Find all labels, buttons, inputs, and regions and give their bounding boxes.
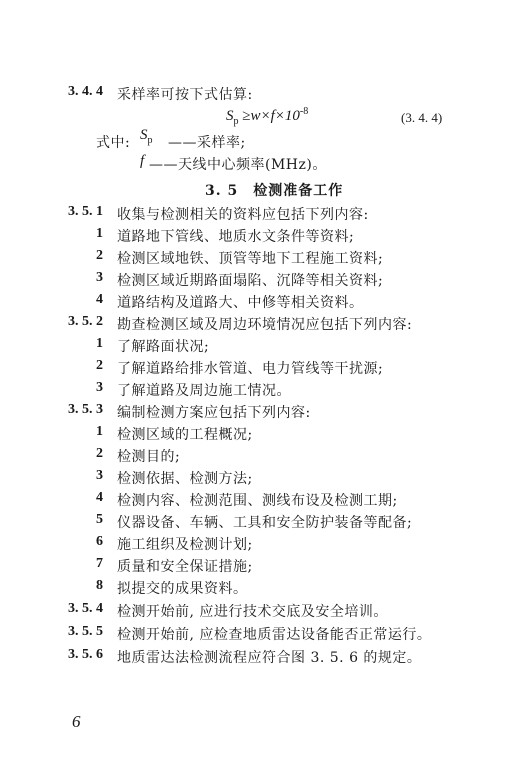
where-symbol-main: S [140,127,148,143]
clause-text: 编制检测方案应包括下列内容: [117,405,311,421]
clause-text: 检测开始前, 应检查地质雷达设备能否正常运行。 [117,627,432,643]
list-item-number: 8 [96,578,103,593]
clause-number: 3. 4. 4 [68,84,103,99]
list-item-number: 7 [96,556,103,571]
list-item-text: 检测区域的工程概况; [117,427,253,443]
list-item-number: 4 [96,292,103,307]
list-item-text: 检测区域近期路面塌陷、沉降等相关资料; [117,273,384,289]
formula-rhs: ≥w×f×10 [242,108,300,124]
clause-number: 3. 5. 1 [68,204,103,219]
formula [226,106,308,127]
where-description: ——采样率; [168,135,246,151]
section-heading: 3. 5 检测准备工作 [205,183,344,199]
page-number: 6 [72,712,81,731]
list-item-number: 2 [96,248,103,263]
list-item-text: 施工组织及检测计划; [117,537,253,553]
list-item-text: 质量和安全保证措施; [117,559,253,575]
list-item-number: 2 [96,358,103,373]
list-item-text: 拟提交的成果资料。 [117,581,248,597]
list-item-number: 5 [96,512,103,527]
list-item-text: 仪器设备、车辆、工具和安全防护装备等配备; [117,515,413,531]
formula-lhs: S [226,108,234,124]
list-item-number: 3 [96,270,103,285]
formula-exponent: -8 [299,106,309,117]
list-item-text: 检测依据、检测方法; [117,471,253,487]
list-item-number: 6 [96,534,103,549]
clause-text: 勘查检测区域及周边环境情况应包括下列内容: [117,317,413,333]
formula-lhs-sub: p [233,116,239,127]
list-item-number: 3 [96,380,103,395]
f-symbol: f [140,153,145,169]
list-item-number: 1 [96,424,103,439]
list-item-text: 检测目的; [117,449,181,465]
clause-number: 3. 5. 6 [68,647,103,662]
clause-number: 3. 5. 3 [68,402,103,417]
clause-number: 3. 5. 2 [68,314,103,329]
list-item-text: 检测内容、检测范围、测线布设及检测工期; [117,493,398,509]
clause-text: 收集与检测相关的资料应包括下列内容: [117,207,369,223]
list-item-number: 2 [96,446,103,461]
clause-number: 3. 5. 4 [68,601,103,616]
list-item-text: 道路地下管线、地质水文条件等资料; [117,229,355,245]
clause-text: 采样率可按下式估算: [117,87,253,103]
clause-number: 3. 5. 5 [68,624,103,639]
where-symbol-sub: p [147,135,153,146]
list-item-number: 3 [96,468,103,483]
list-item-number: 1 [96,226,103,241]
where-symbol [140,127,153,146]
clause-text: 检测开始前, 应进行技术交底及安全培训。 [117,604,388,620]
f-description: ——天线中心频率(MHz)。 [149,157,327,173]
equation-number: (3. 4. 4) [401,110,443,125]
clause-text: 地质雷达法检测流程应符合图 3. 5. 6 的规定。 [117,650,422,666]
list-item-number: 4 [96,490,103,505]
list-item-text: 了解道路给排水管道、电力管线等干扰源; [117,361,384,377]
list-item-text: 道路结构及道路大、中修等相关资料。 [117,295,364,311]
list-item-text: 了解路面状况; [117,339,210,355]
where-label: 式中: [96,135,131,151]
list-item-number: 1 [96,336,103,351]
list-item-text: 了解道路及周边施工情况。 [117,383,291,399]
list-item-text: 检测区域地铁、顶管等地下工程施工资料; [117,251,384,267]
